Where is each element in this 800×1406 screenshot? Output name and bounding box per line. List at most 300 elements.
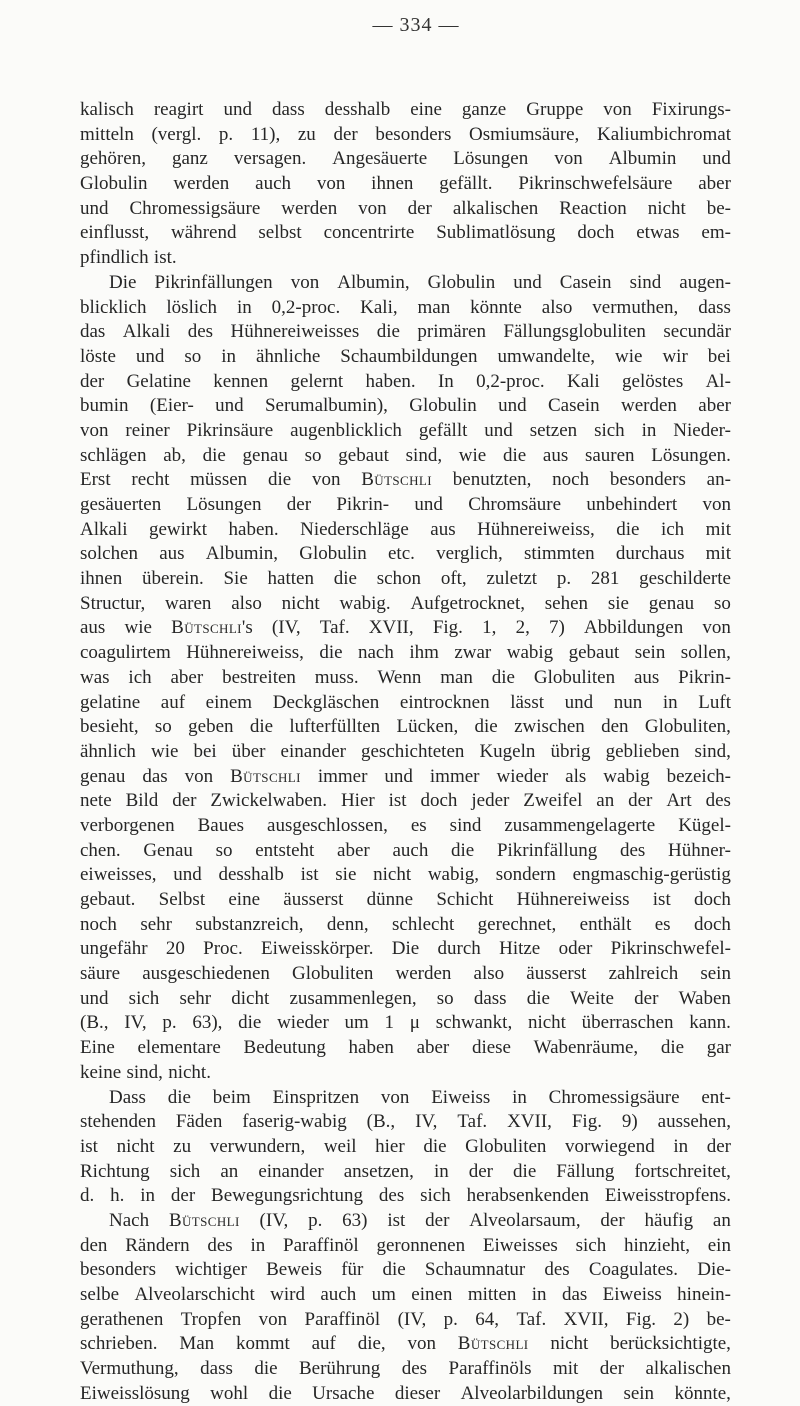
word: Taf. — [319, 617, 350, 639]
word: wichtiger — [175, 1259, 247, 1281]
word: des — [378, 1185, 405, 1207]
word: stimmten — [523, 543, 595, 565]
word: einen — [411, 1284, 453, 1305]
word: Globulin — [427, 271, 496, 293]
word: gefällt. — [439, 173, 493, 195]
word: in — [531, 1284, 547, 1305]
word: weil — [323, 1135, 357, 1157]
word: Waben — [678, 987, 731, 1009]
word: mit — [552, 1358, 579, 1380]
word: Globulin — [409, 395, 477, 417]
author-name: Bütschli — [457, 1333, 529, 1355]
word: nicht — [527, 1012, 566, 1034]
word: aussehen, — [657, 1111, 731, 1133]
text-line — [80, 1011, 731, 1036]
word: geschichteten — [361, 740, 465, 762]
word: aus — [159, 543, 185, 565]
word: wie — [124, 617, 152, 639]
word: der — [468, 1160, 494, 1182]
text-line — [80, 1135, 731, 1160]
word: stehenden — [80, 1111, 156, 1133]
word: sehen — [544, 592, 589, 614]
word: 281 — [590, 568, 620, 590]
word: haben. — [365, 370, 416, 392]
word: dünne — [366, 889, 414, 910]
word: die — [268, 1382, 292, 1404]
word: besieht, — [80, 716, 139, 738]
word: In — [437, 370, 454, 392]
word: die — [376, 321, 400, 343]
word: sind — [449, 814, 482, 836]
word: zahlreich — [608, 963, 679, 985]
word: von — [80, 419, 109, 441]
word: ist — [387, 1209, 406, 1231]
word: 2, — [515, 617, 530, 639]
word: aus — [542, 444, 569, 466]
word: kalisch — [80, 99, 134, 120]
word: ist — [388, 790, 407, 812]
word: Reaction — [559, 197, 627, 219]
word: doch — [693, 913, 731, 935]
word: so — [436, 987, 454, 1009]
word: und — [498, 395, 527, 417]
word: in — [250, 1234, 266, 1256]
word: verborgenen — [80, 814, 175, 836]
word: der — [706, 1135, 731, 1157]
word: ich — [128, 666, 152, 688]
word: gebaut — [338, 444, 389, 466]
word: löslich — [166, 296, 218, 318]
word: Fäden — [175, 1111, 223, 1133]
word: von — [554, 148, 583, 170]
word: Hühnereiweiss, — [186, 642, 304, 664]
word: wie — [150, 740, 179, 762]
word: versagen. — [233, 148, 307, 170]
word: eintrocknen — [399, 691, 490, 713]
body-text — [80, 98, 731, 1406]
word: sehr — [140, 913, 172, 935]
word: lässt — [510, 691, 544, 713]
word: Erst — [80, 469, 111, 491]
word: hinein- — [677, 1284, 731, 1305]
word: entsteht — [255, 839, 315, 861]
word: ist. — [153, 247, 177, 269]
word: Eiweisskörper. — [261, 938, 374, 960]
word: Kaliumbichromat — [596, 123, 731, 145]
word: dass — [272, 99, 305, 120]
word: von — [702, 494, 731, 515]
word: eine — [228, 889, 261, 910]
word: muss. — [314, 666, 359, 688]
word: Proc. — [203, 938, 243, 960]
word: ihm — [409, 642, 439, 664]
word: alkalischen — [452, 197, 539, 219]
word: Luft — [698, 691, 731, 713]
word: doch — [420, 790, 458, 812]
word: schon — [376, 568, 422, 590]
word: Lücken, — [396, 716, 459, 738]
word: Hier — [340, 790, 375, 812]
author-name: Bütschli — [171, 617, 242, 639]
word: Lösungen. — [651, 444, 731, 466]
word: waren — [165, 592, 212, 614]
word: Berührung — [299, 1358, 381, 1380]
word: und — [80, 197, 109, 219]
word: und — [223, 99, 252, 120]
word: Albumin, — [205, 543, 279, 565]
word: was — [80, 666, 110, 688]
word: der — [599, 1358, 625, 1380]
word: gesäuerten — [80, 494, 162, 515]
text-line — [80, 197, 731, 222]
word: p. — [162, 1012, 177, 1034]
word: also — [231, 592, 262, 614]
word: überraschen — [581, 1012, 674, 1034]
word: gebaut — [568, 642, 620, 664]
word: bezeich- — [666, 765, 731, 787]
word: um — [344, 1012, 369, 1034]
word: dicht — [231, 987, 270, 1009]
word: wieder — [496, 765, 549, 787]
word: über — [231, 740, 266, 762]
word: die, — [357, 1333, 386, 1355]
word: bei — [193, 740, 217, 762]
word: Zweifel — [523, 790, 583, 812]
text-line — [80, 863, 731, 888]
word: kommt — [235, 1333, 290, 1355]
word: schrieben. — [80, 1333, 158, 1355]
word: ist — [300, 864, 319, 886]
word: bei — [707, 345, 731, 367]
word: die — [660, 1037, 685, 1059]
text-line — [80, 814, 731, 839]
word: gerathenen — [80, 1308, 164, 1330]
text-line — [80, 641, 731, 666]
word: Baues — [197, 814, 245, 836]
word: gelernt — [290, 370, 344, 392]
word: äusserst — [526, 963, 587, 985]
word: die — [491, 666, 515, 688]
word: des — [705, 790, 731, 812]
word: geben — [188, 716, 234, 738]
word: des — [619, 839, 646, 861]
word: die — [167, 1086, 191, 1108]
word: ich — [660, 518, 685, 540]
word: Taf. — [457, 1111, 488, 1133]
word: oder — [558, 938, 593, 960]
word: Fig. — [432, 617, 463, 639]
word: 63) — [342, 1209, 368, 1231]
word: von — [184, 765, 214, 787]
word: pfindlich — [80, 247, 149, 269]
word: Serumalbumin), — [264, 395, 388, 417]
word: IV, — [124, 1012, 147, 1034]
word: immer — [317, 765, 368, 787]
word: XVII, — [563, 1308, 609, 1330]
word: Nach — [109, 1209, 150, 1231]
word: ganz — [172, 148, 208, 170]
word: wabig, — [427, 864, 480, 886]
word: Angesäuerte — [332, 148, 428, 170]
word: mit — [705, 518, 731, 540]
word: überein. — [141, 568, 204, 590]
text-line — [80, 1283, 731, 1308]
word: Rändern — [125, 1234, 190, 1256]
word: die — [202, 444, 226, 466]
word: Zwickelwaben. — [210, 790, 328, 812]
word: schlecht — [392, 913, 455, 935]
word: Paraffinöls — [448, 1358, 532, 1380]
word: auf — [160, 691, 186, 713]
word: elementare — [137, 1037, 221, 1059]
word: dieser — [394, 1382, 441, 1404]
word: Structur, — [80, 592, 146, 614]
word: Albumin, — [337, 271, 410, 293]
word: sind, — [405, 444, 443, 466]
text-line — [80, 962, 731, 987]
word: der — [172, 790, 197, 812]
word: (B., — [366, 1111, 396, 1133]
word: die — [319, 642, 343, 664]
word: reagirt — [153, 99, 204, 120]
word: Globuliten — [465, 1135, 547, 1157]
text-line — [80, 1332, 731, 1357]
word: nicht — [373, 864, 412, 886]
text-line — [80, 147, 731, 172]
word: Einspritzen — [272, 1086, 360, 1108]
word: Nieder- — [673, 419, 731, 441]
word: mit — [705, 543, 731, 565]
word: nete — [80, 790, 112, 812]
word: aber — [416, 1037, 450, 1059]
word: ausgeschiedenen — [142, 963, 270, 985]
word: in — [662, 691, 678, 713]
text-line — [80, 98, 731, 123]
word: in — [236, 296, 252, 318]
word: desshalb — [218, 864, 284, 886]
word: (B., — [80, 1012, 109, 1034]
word: aus — [80, 617, 106, 639]
word: zwar — [454, 642, 492, 664]
word: wir — [662, 345, 688, 367]
text-line — [80, 987, 731, 1012]
text-line — [80, 666, 731, 691]
text-line — [80, 1258, 731, 1283]
word: ausgeschlossen, — [267, 814, 388, 836]
word: aber — [337, 839, 370, 861]
word: werden — [173, 173, 230, 195]
word: Tropfen — [180, 1308, 242, 1330]
word: secundär — [663, 321, 731, 343]
word: wabig — [603, 765, 650, 787]
word: als — [565, 765, 587, 787]
word: Fixirungs- — [651, 99, 731, 120]
text-line — [80, 691, 731, 716]
word: primären — [417, 321, 486, 343]
word: von — [603, 99, 632, 120]
page-number: — 334 — — [372, 14, 460, 36]
word: vorwiegend — [565, 1135, 655, 1157]
word: der — [425, 1209, 450, 1231]
word: des — [401, 1358, 428, 1380]
text-line — [80, 789, 731, 814]
word: sich — [575, 1234, 607, 1256]
word: geschilderte — [639, 568, 731, 590]
word: aber — [170, 666, 204, 688]
word: be- — [706, 1308, 731, 1330]
word: von — [316, 173, 346, 195]
text-line — [80, 493, 731, 518]
word: wohl — [210, 1382, 249, 1404]
word: Eiweiss — [602, 1284, 662, 1305]
word: engmaschig-gerüstig — [572, 864, 731, 886]
word: und — [215, 395, 244, 417]
word: sein — [634, 642, 666, 664]
word: nicht — [281, 592, 320, 614]
text-line — [80, 221, 731, 246]
word: schwankt, — [435, 1012, 513, 1034]
word: mitteln — [80, 123, 134, 145]
word: denn, — [326, 913, 369, 935]
word: Chromsäure — [468, 494, 562, 515]
word: immer — [429, 765, 480, 787]
word: bumin — [80, 395, 129, 417]
word: der — [600, 1209, 625, 1231]
word — [361, 468, 432, 493]
word: Sublimatlösung — [436, 222, 556, 244]
text-line — [80, 1209, 731, 1234]
word: augen- — [679, 271, 731, 293]
word: in — [433, 1160, 449, 1182]
word: ab, — [163, 444, 186, 466]
word: recht — [131, 469, 170, 491]
word: das — [561, 1284, 588, 1305]
word: kann. — [689, 1012, 731, 1034]
word: der — [407, 197, 432, 219]
word: Pikrinsäure — [186, 419, 274, 441]
word: sauren — [584, 444, 635, 466]
word: Wabenräume, — [533, 1037, 639, 1059]
word: Dass — [109, 1086, 146, 1108]
word: nicht — [550, 1333, 589, 1355]
word: gebaut. — [80, 889, 136, 910]
word: besonders — [375, 123, 452, 145]
word: Hitze — [499, 938, 541, 960]
word: zu — [297, 123, 316, 145]
text-line — [80, 468, 731, 493]
text-line — [80, 444, 731, 469]
text-line — [80, 839, 731, 864]
word: ent- — [701, 1086, 731, 1108]
word: in — [512, 1086, 527, 1108]
text-line — [80, 715, 731, 740]
text-line — [80, 1110, 731, 1135]
word: werden — [621, 395, 677, 417]
text-line — [80, 616, 731, 641]
word: in — [641, 419, 657, 441]
text-line — [80, 1036, 731, 1061]
word: 63), — [192, 1012, 223, 1034]
word: Kugeln — [479, 740, 536, 762]
word — [230, 765, 301, 790]
word: sollen, — [680, 642, 731, 664]
word: Hühnereiweisses — [230, 321, 360, 343]
word: die — [423, 1135, 447, 1157]
word: wie — [615, 345, 643, 367]
word: die — [238, 1012, 262, 1034]
word: der — [286, 494, 312, 515]
word: Eiweisstropfens. — [604, 1185, 731, 1207]
word: an- — [706, 469, 731, 491]
word: kennen — [213, 370, 269, 392]
word: Casein — [547, 395, 600, 417]
word: die — [502, 444, 527, 466]
word: reiner — [125, 419, 170, 441]
word: in — [673, 1135, 689, 1157]
word: und — [173, 864, 202, 886]
word: 1, — [482, 617, 497, 639]
word: p. — [218, 123, 234, 145]
text-line — [80, 592, 731, 617]
word: sich — [128, 987, 160, 1009]
text-line — [80, 246, 731, 271]
word: haben — [348, 1037, 394, 1059]
word: 1 — [384, 1012, 395, 1034]
word: Beweis — [266, 1259, 323, 1281]
word: p. — [308, 1209, 323, 1231]
word: bestreiten — [222, 666, 296, 688]
word: hier — [375, 1135, 405, 1157]
word: d. — [80, 1185, 95, 1207]
word: 20 — [165, 938, 185, 960]
word: Bütschli's — [171, 617, 253, 639]
word: 64, — [475, 1308, 500, 1330]
word: sich — [420, 1185, 451, 1207]
word: besonders — [609, 469, 686, 491]
word: und — [414, 494, 443, 515]
word — [169, 1209, 240, 1234]
word: Globuliten — [533, 666, 616, 688]
word: Al- — [705, 370, 731, 392]
word: keine — [80, 1061, 122, 1083]
word: einflusst, — [80, 222, 150, 244]
word: von — [702, 617, 731, 639]
word: fortschreitet, — [634, 1160, 731, 1182]
word: Globulin — [80, 173, 148, 195]
word: gelöstes — [622, 370, 684, 392]
word: lufterfüllten — [289, 716, 381, 738]
word: wird — [270, 1284, 305, 1305]
word: genau — [80, 765, 126, 787]
word: Wenn — [377, 666, 422, 688]
word: em- — [701, 222, 731, 244]
word: beim — [212, 1086, 251, 1108]
word: die — [616, 518, 640, 540]
text-line — [80, 394, 731, 419]
word: die — [267, 469, 292, 491]
word: ganze — [461, 99, 507, 120]
word: häufig — [644, 1209, 694, 1231]
word: Gelatine — [126, 370, 191, 392]
word: den — [80, 1234, 108, 1256]
word: be- — [706, 197, 731, 219]
word: XVII, — [368, 617, 414, 639]
word: das — [80, 321, 106, 343]
word: auch — [255, 173, 292, 195]
word: (vergl. — [151, 123, 202, 145]
word: nach — [358, 642, 394, 664]
word: vermuthen, — [592, 296, 679, 318]
